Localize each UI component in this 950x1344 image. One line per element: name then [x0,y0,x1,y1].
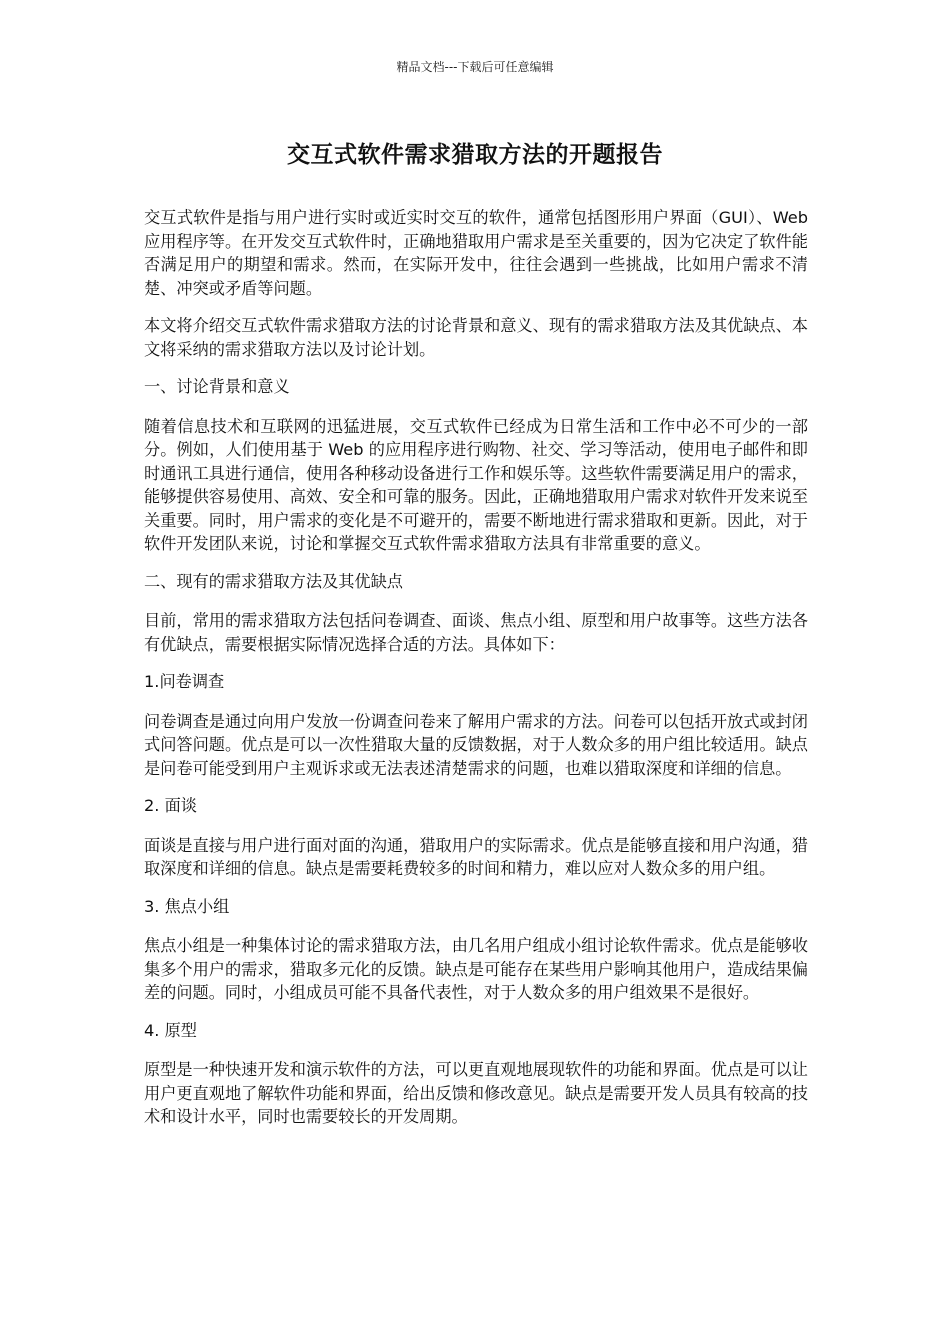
document-title: 交互式软件需求猎取方法的开题报告 [287,142,663,168]
section-heading-background: 一、讨论背景和意义 [144,377,290,396]
paragraph-questionnaire: 问卷调查是通过向用户发放一份调查问卷来了解用户需求的方法。问卷可以包括开放式或封闭式问答问题。优点是可以一次性猎取大量的反馈数据，对于人数众多的用户组比较适用。缺点是问卷可能受到用户主观诉求或无法表述清楚需求的问题，也难以猎取深度和详细的信息。 [144,711,808,778]
subheading-prototype: 4. 原型 [144,1020,197,1040]
paragraph-methods-intro: 目前，常用的需求猎取方法包括问卷调查、面谈、焦点小组、原型和用户故事等。这些方法各有优缺点，需要根据实际情况选择合适的方法。具体如下： [144,611,808,654]
paragraph-intro: 交互式软件是指与用户进行实时或近实时交互的软件，通常包括图形用户界面（GUI）、Web 应用程序等。在开发交互式软件时，正确地猎取用户需求是至关重要的，因为它决定了软件能否满足用户的期望和需求。然而，在实际开发中，往往会遇到一些挑战，比如用户需求不清楚、冲突或矛盾等问题。 [144,208,808,298]
paragraph-background: 随着信息技术和互联网的迅猛进展，交互式软件已经成为日常生活和工作中必不可少的一部分。例如，人们使用基于 Web 的应用程序进行购物、社交、学习等活动，使用电子邮件和即时通讯工具进行通信，使用各种移动设备进行工作和娱乐等。这些软件需要满足用户的需求，能够提供容易使用、高效、安全和可靠的服务。因此，正确地猎取用户需求对软件开发来说至关重要。同时，用户需求的变化是不可避开的，需要不断地进行需求猎取和更新。因此，对于软件开发团队来说，讨论和掌握交互式软件需求猎取方法具有非常重要的意义。 [144,416,808,553]
subheading-interview: 2. 面谈 [144,796,197,815]
paragraph-interview: 面谈是直接与用户进行面对面的沟通，猎取用户的实际需求。优点是能够直接和用户沟通，猎取深度和详细的信息。缺点是需要耗费较多的时间和精力，难以应对人数众多的用户组。 [144,835,808,878]
header-note: 精品文档---下载后可任意编辑 [396,60,554,74]
paragraph-prototype: 原型是一种快速开发和演示软件的方法，可以更直观地展现软件的功能和界面。优点是可以让用户更直观地了解软件功能和界面，给出反馈和修改意见。缺点是需要开发人员具有较高的技术和设计水平，同时也需要较长的开发周期。 [144,1060,808,1126]
paragraph-focus-group: 焦点小组是一种集体讨论的需求猎取方法，由几名用户组成小组讨论软件需求。优点是能够收集多个用户的需求，猎取多元化的反馈。缺点是可能存在某些用户影响其他用户，造成结果偏差的问题。同时，小组成员可能不具备代表性，对于人数众多的用户组效果不是很好。 [144,936,808,1002]
subheading-questionnaire: 1.问卷调查 [144,672,225,691]
document-body [144,206,808,1143]
paragraph-overview: 本文将介绍交互式软件需求猎取方法的讨论背景和意义、现有的需求猎取方法及其优缺点、本文将采纳的需求猎取方法以及讨论计划。 [144,316,808,359]
section-heading-methods: 二、现有的需求猎取方法及其优缺点 [144,571,403,591]
subheading-focus-group: 3. 焦点小组 [144,896,230,916]
